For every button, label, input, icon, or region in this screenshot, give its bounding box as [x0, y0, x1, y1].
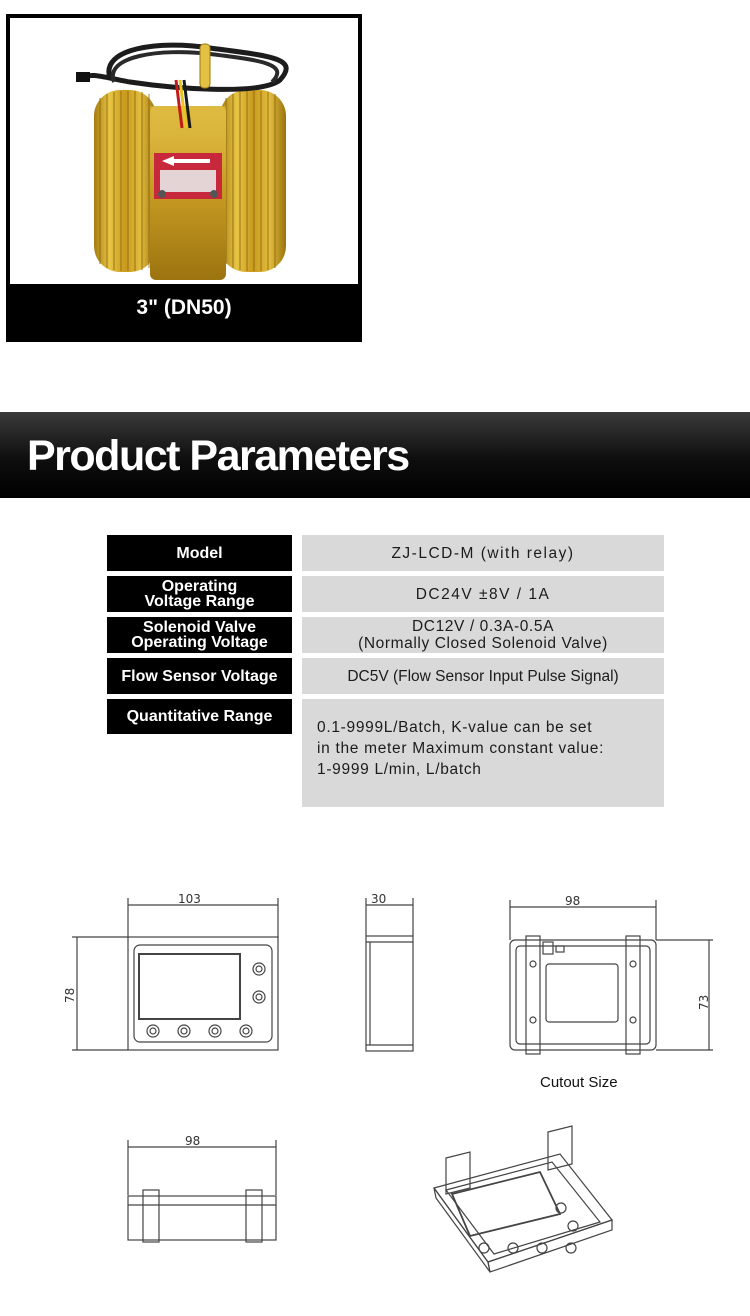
- front-height-label: 78: [63, 987, 77, 1003]
- side-depth-label: 30: [371, 892, 387, 906]
- param-value-text: DC5V (Flow Sensor Input Pulse Signal): [347, 667, 619, 685]
- param-label-text: Quantitative Range: [126, 708, 273, 725]
- param-value-text: ZJ-LCD-M (with relay): [391, 544, 575, 562]
- param-value-text: (Normally Closed Solenoid Valve): [358, 635, 608, 652]
- param-value-text: 1-9999 L/min, L/batch: [317, 761, 482, 778]
- side-view-drawing: [366, 898, 413, 1051]
- product-caption: 3" (DN50): [136, 296, 232, 319]
- param-label-text: Flow Sensor Voltage: [121, 667, 278, 685]
- bottom-view-drawing: [128, 1140, 276, 1242]
- front-view-drawing: [72, 898, 278, 1050]
- param-label-text: Operating Voltage: [131, 634, 268, 651]
- perspective-view-drawing: [434, 1126, 612, 1272]
- param-label-text: Operating: [161, 578, 238, 595]
- back-width-label: 98: [565, 894, 581, 908]
- bottom-width-label: 98: [185, 1134, 201, 1148]
- param-label-text: Voltage Range: [144, 593, 255, 610]
- section-title: Product Parameters: [27, 432, 409, 480]
- param-label-text: Model: [176, 544, 223, 562]
- param-value-text: in the meter Maximum constant value:: [317, 740, 605, 757]
- back-view-drawing: [510, 900, 713, 1054]
- cutout-size-label: Cutout Size: [540, 1074, 618, 1091]
- param-label-text: Solenoid Valve: [143, 619, 256, 636]
- back-height-label: 73: [697, 994, 711, 1010]
- param-value-text: DC12V / 0.3A-0.5A: [411, 618, 555, 635]
- param-value-text: DC24V ±8V / 1A: [415, 585, 551, 603]
- param-value-text: 0.1-9999L/Batch, K-value can be set: [317, 719, 593, 736]
- front-width-label: 103: [178, 892, 201, 906]
